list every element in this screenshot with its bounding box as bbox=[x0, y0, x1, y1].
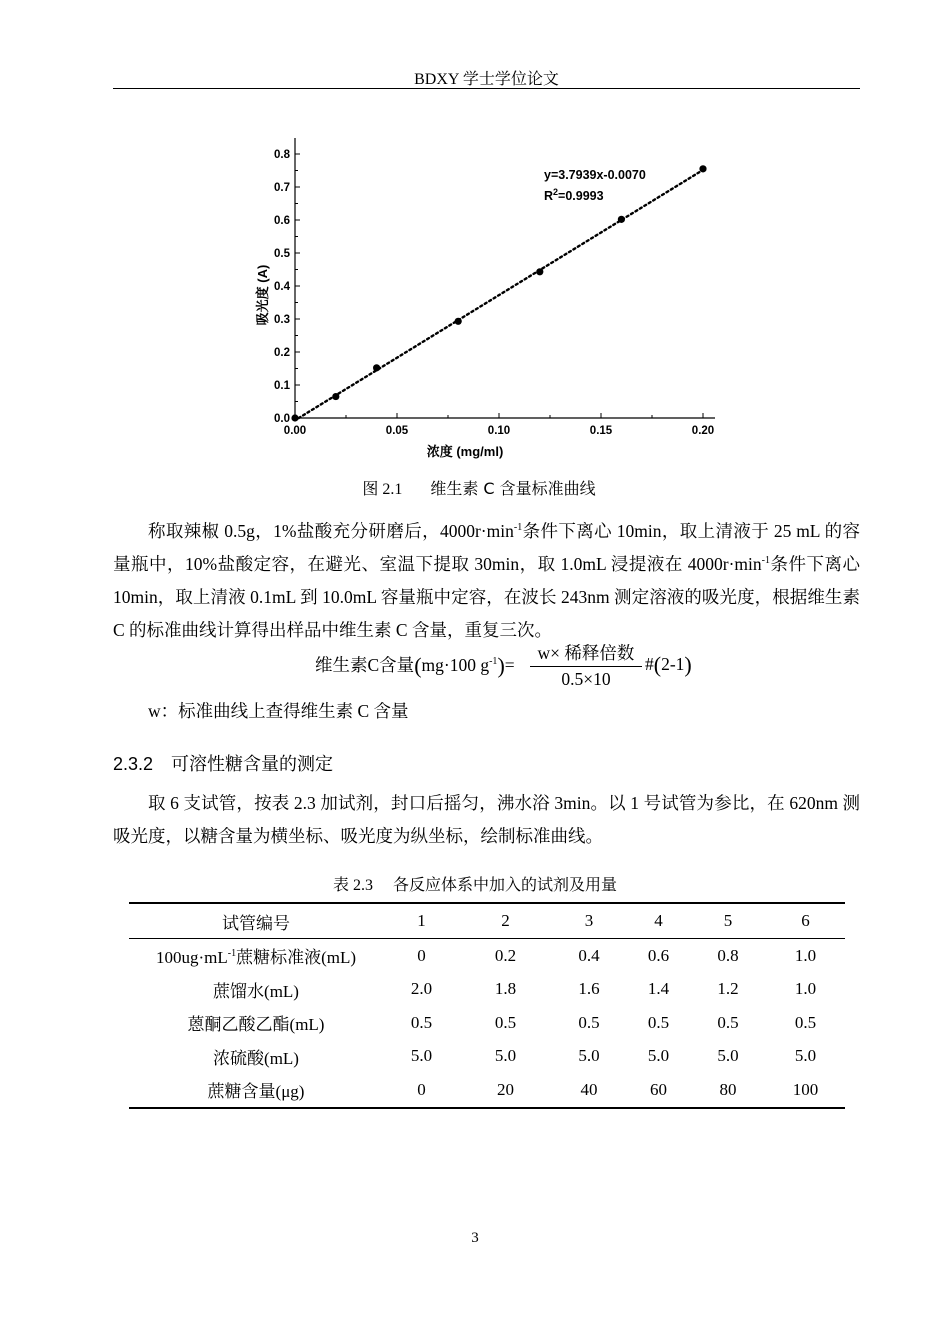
table-cell: 100 bbox=[792, 1079, 819, 1099]
table-cell: 80 bbox=[719, 1079, 737, 1099]
r2-prefix: R bbox=[544, 189, 554, 203]
trendline bbox=[299, 170, 703, 418]
table-cell: 20 bbox=[497, 1079, 514, 1099]
table-cell: 0.8 bbox=[717, 945, 739, 965]
header-rule bbox=[113, 88, 860, 89]
x-tick-label: 0.05 bbox=[385, 425, 409, 437]
vitamin-c-standard-curve-chart bbox=[240, 125, 730, 470]
row-label: $100ug\cdot mL^{-1}$蔗糖标准液(mL) bbox=[155, 948, 357, 968]
table-cell: 0 bbox=[417, 945, 426, 965]
table-cell: 0.5 bbox=[647, 1012, 670, 1032]
header-col: 6 bbox=[801, 911, 810, 930]
table-cell: 0.5 bbox=[578, 1012, 600, 1032]
table-row bbox=[129, 1006, 845, 1040]
chart-axes bbox=[295, 138, 715, 418]
superscript: -1 bbox=[761, 555, 770, 566]
table-caption bbox=[0, 872, 950, 895]
equation-2-1 bbox=[0, 640, 950, 696]
table-title: 各反应体系中加入的试剂及用量 bbox=[393, 875, 618, 894]
header-col: 1 bbox=[417, 911, 426, 930]
table-cell: 0.5 bbox=[494, 1012, 517, 1032]
table-cell: 1.0 bbox=[794, 979, 817, 999]
formula-note: w：标准曲线上查得维生素 C 含量 bbox=[148, 701, 409, 721]
table-cell: 0.5 bbox=[794, 1012, 817, 1032]
table-row bbox=[129, 1073, 845, 1108]
table-cell: 5.0 bbox=[578, 1046, 600, 1066]
section-heading bbox=[113, 750, 333, 776]
data-point bbox=[332, 393, 339, 400]
y-tick-label: 0.2 bbox=[274, 347, 290, 359]
r-squared-label bbox=[544, 187, 604, 203]
x-tick-label: 0.00 bbox=[283, 425, 307, 437]
table-header-row bbox=[129, 903, 845, 939]
table-cell: 0.2 bbox=[494, 945, 517, 965]
y-tick-label: 0.4 bbox=[274, 281, 290, 293]
table-number: 表 2.3 bbox=[332, 877, 373, 894]
para1-text-3: 条件下离心 10min，取上清液 0.1mL 到 10.0mL 容量瓶中定容，在波长 243nm 测定溶液的吸光度，根据维生素 C 的标准曲线计算得出样品中维生素 C 含量，重复三次。 bbox=[113, 554, 860, 640]
x-tick-label: 0.15 bbox=[589, 425, 613, 437]
table-cell: 0 bbox=[417, 1079, 426, 1099]
row-label: 蔗馏水(mL) bbox=[213, 981, 299, 1001]
method-paragraph-vitamin-c bbox=[113, 515, 860, 647]
data-point bbox=[455, 318, 462, 325]
header-tube-number: 试管编号 bbox=[222, 913, 290, 933]
header-col: 4 bbox=[654, 911, 663, 930]
para1-text-1: 称取辣椒 0.5g，1%盐酸充分研磨后，4000r·min bbox=[148, 521, 514, 541]
table-cell: 1.0 bbox=[794, 945, 817, 965]
row-label: 浓硫酸(mL) bbox=[213, 1048, 299, 1068]
row-label: 蒽酮乙酸乙酯(mL) bbox=[187, 1015, 325, 1035]
y-tick-label: 0.1 bbox=[274, 380, 290, 392]
table-cell: 0.5 bbox=[717, 1012, 739, 1032]
x-axis-label: 浓度 (mg/ml) bbox=[426, 444, 504, 459]
formula-numerator: w× 稀释倍数 bbox=[530, 640, 642, 667]
table-cell: 1.6 bbox=[578, 979, 600, 999]
running-header: BDXY 学士学位论文 bbox=[414, 71, 559, 88]
y-tick-label: 0.6 bbox=[274, 215, 290, 227]
data-points bbox=[291, 165, 706, 421]
table-cell: 60 bbox=[650, 1079, 667, 1099]
superscript: -1 bbox=[513, 522, 523, 533]
section-number: 2.3.2 bbox=[113, 754, 154, 774]
data-point bbox=[699, 165, 706, 172]
y-axis-label: 吸光度 (A) bbox=[255, 264, 270, 326]
table-row bbox=[129, 973, 845, 1007]
table-cell: 0.4 bbox=[578, 945, 600, 965]
y-tick-label: 0.0 bbox=[274, 413, 290, 425]
header-col: 3 bbox=[584, 911, 594, 930]
table-cell: 1.8 bbox=[494, 979, 517, 999]
row-label: 蔗糖含量(μg) bbox=[207, 1082, 305, 1102]
section-title: 可溶性糖含量的测定 bbox=[171, 754, 334, 775]
table-row bbox=[129, 939, 845, 973]
table-cell: 5.0 bbox=[717, 1046, 739, 1066]
y-tick-label: 0.8 bbox=[274, 149, 290, 161]
data-point bbox=[536, 268, 543, 275]
table-cell: 5.0 bbox=[647, 1046, 670, 1066]
data-point bbox=[618, 216, 625, 223]
table-cell: 1.4 bbox=[647, 979, 670, 999]
r2-sup: 2 bbox=[553, 187, 559, 197]
table-row bbox=[129, 1040, 845, 1074]
formula-tag: #(2-1) bbox=[645, 652, 692, 677]
formula-lhs: 维生素C含量(mg·100 $g^{-1})=$ bbox=[315, 653, 515, 678]
regression-equation: y=3.7939x-0.0070 bbox=[544, 168, 646, 182]
page-number: 3 bbox=[471, 1230, 479, 1246]
table-cell: 40 bbox=[580, 1079, 598, 1099]
x-tick-label: 0.10 bbox=[487, 425, 511, 437]
table-cell: 2.0 bbox=[410, 979, 433, 999]
table-cell: 0.5 bbox=[410, 1012, 433, 1032]
table-cell: 5.0 bbox=[794, 1046, 817, 1066]
table-cell: 1.2 bbox=[717, 979, 739, 999]
figure-title: 维生素 C 含量标准曲线 bbox=[430, 479, 596, 498]
formula-fraction bbox=[530, 640, 642, 690]
r2-value: =0.9993 bbox=[558, 189, 604, 203]
reagent-table bbox=[129, 902, 845, 1109]
table-cell: 5.0 bbox=[494, 1046, 517, 1066]
y-tick-label: 0.3 bbox=[274, 314, 290, 326]
header-col: 2 bbox=[501, 911, 510, 930]
header-col: 5 bbox=[723, 911, 733, 930]
method-paragraph-sugar bbox=[113, 787, 860, 853]
para2-text: 取 6 支试管，按表 2.3 加试剂，封口后摇匀，沸水浴 3min。以 1 号试管为参比，在 620nm 测吸光度，以糖含量为横坐标、吸光度为纵坐标，绘制标准曲线。 bbox=[113, 793, 860, 846]
table-cell: 0.6 bbox=[647, 945, 670, 965]
figure-caption bbox=[0, 476, 950, 499]
table-cell: 5.0 bbox=[410, 1046, 433, 1066]
para1-text-2: 条件下离心 10min，取上清液于 25 mL 的容量瓶中，10%盐酸定容，在避光、室温下提取 30min，取 1.0mL 浸提液在 4000r·min bbox=[113, 521, 860, 574]
data-point bbox=[291, 414, 298, 421]
y-tick-label: 0.5 bbox=[274, 248, 290, 260]
data-point bbox=[373, 364, 380, 371]
x-tick-label: 0.20 bbox=[691, 425, 715, 437]
figure-number: 图 2.1 bbox=[362, 481, 403, 498]
formula-denominator: 0.5×10 bbox=[561, 669, 611, 689]
y-tick-label: 0.7 bbox=[274, 182, 290, 194]
